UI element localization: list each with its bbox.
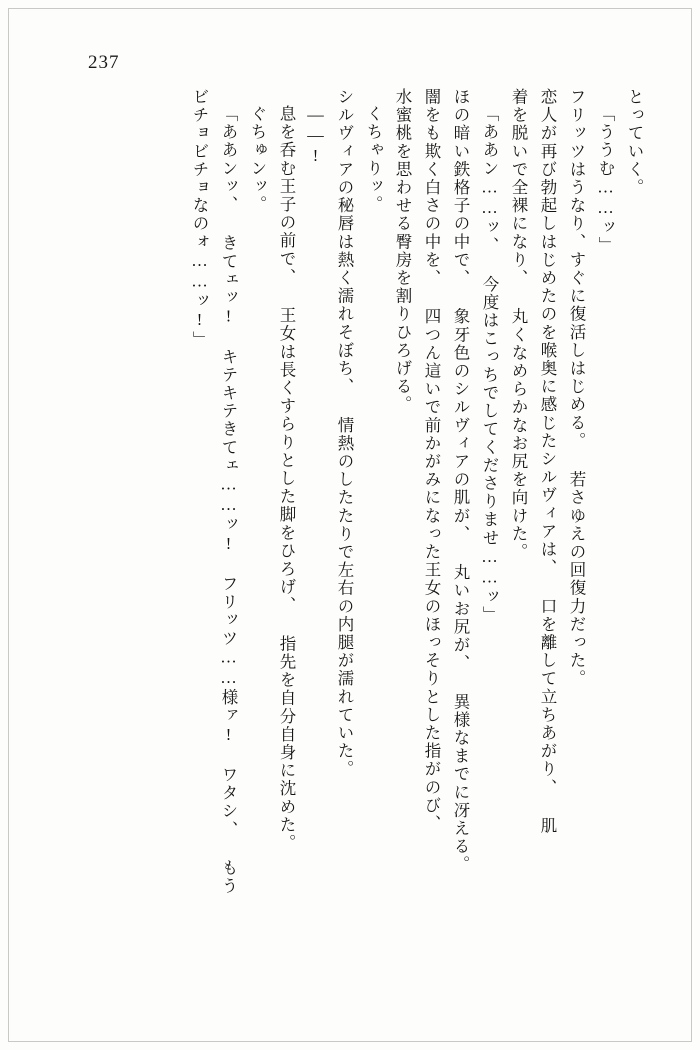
text-column: ぐちゅンッ。	[248, 105, 267, 214]
text-column: 「ああンッ、 きてェッ! キテキテきてェ……ッ! フリッツ……様ァ! ワタシ、 もう	[219, 105, 238, 896]
text-column: とっていく。	[625, 88, 644, 197]
text-column: くちゃりッ。	[364, 105, 383, 214]
page-number: 237	[88, 52, 120, 73]
text-column: ビチョビチョなのォ……ッ!」	[190, 88, 209, 349]
text-column: ほの暗い鉄格子の中で、 象牙色のシルヴィアの肌が、 丸いお尻が、 異様なまでに冴える。	[451, 88, 470, 874]
text-column: 闇をも欺く白さの中を、 四つん這いで前かがみになった王女のほっそりとした指がのび、	[422, 88, 441, 833]
text-column: 「ああン……ッ、 今度はこっちでしてくださりませ……ッ」	[480, 105, 499, 625]
text-column: 「ううむ……ッ」	[596, 105, 615, 255]
vertical-text-body	[58, 88, 642, 968]
text-column: ——!	[306, 105, 325, 167]
text-column: 着を脱いで全裸になり、 丸くなめらかなお尻を向けた。	[509, 88, 528, 562]
text-column: 息を呑む王子の前で、 王女は長くすらりとした脚をひろげ、 指先を自分自身に沈めた。	[277, 105, 296, 853]
text-column: 水蜜桃を思わせる臀房を割りひろげる。	[393, 88, 412, 414]
text-column: 恋人が再び勃起しはじめたのを喉奥に感じたシルヴィアは、 口を離して立ちあがり、 肌	[538, 88, 557, 836]
text-column: シルヴィアの秘唇は熱く濡れそぼち、 情熱のしたたりで左右の内腿が濡れていた。	[335, 88, 354, 779]
text-column: フリッツはうなり、すぐに復活しはじめる。 若さゆえの回復力だった。	[567, 88, 586, 688]
